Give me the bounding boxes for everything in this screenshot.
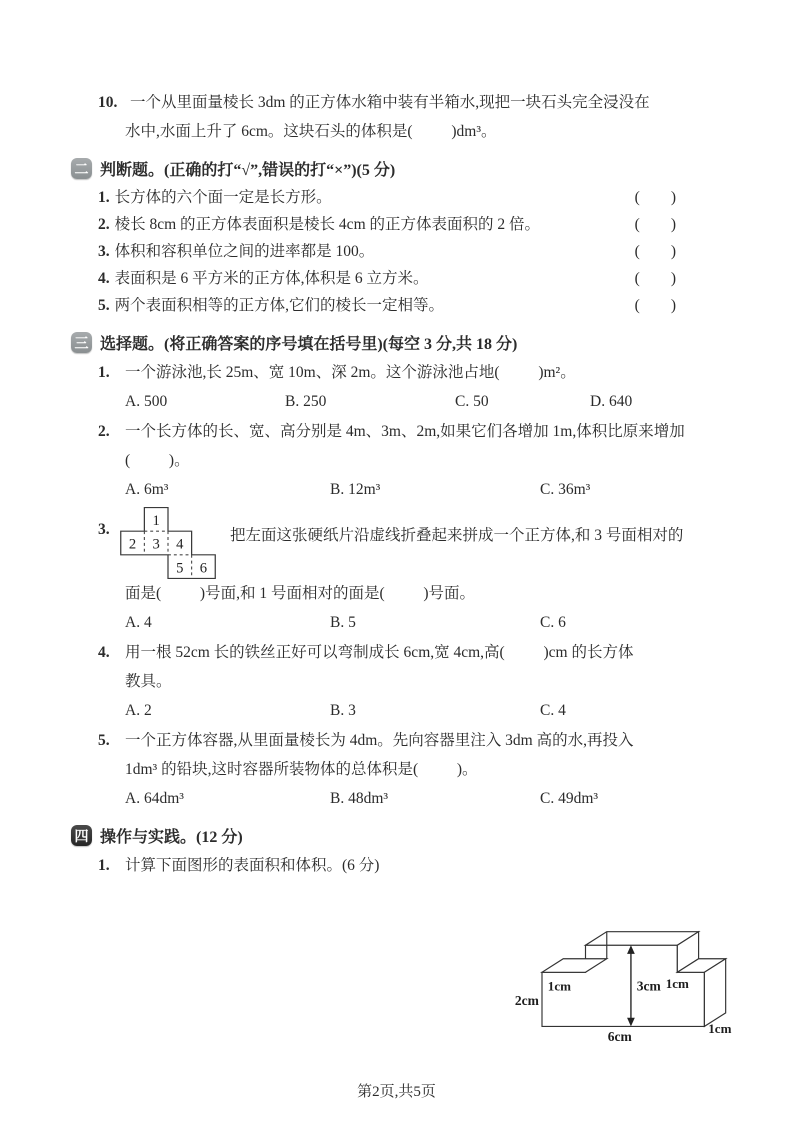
question-number: 1. [98, 364, 110, 381]
question-10-line2: 水中,水面上升了 6cm。这块石头的体积是( )dm³。 [125, 123, 497, 140]
question-text: 计算下面图形的表面积和体积。(6 分) [125, 857, 380, 874]
page-number: 第2页,共5页 [357, 1084, 436, 1100]
option-b: B. 3 [330, 702, 356, 719]
question-text: 一个从里面量棱长 3dm 的正方体水箱中装有半箱水,现把一块石头完全浸没在 [130, 94, 650, 111]
question-text: 棱长 8cm 的正方体表面积是棱长 4cm 的正方体表面积的 2 倍。 [114, 216, 540, 233]
net-cell-5: 5 [176, 560, 184, 577]
question-number: 2. [98, 216, 110, 233]
question-text: 一个正方体容器,从里面量棱长为 4dm。先向容器里注入 3dm 高的水,再投入 [125, 732, 634, 749]
question-number: 5. [98, 297, 110, 314]
net-cell-2: 2 [128, 536, 137, 553]
tf-item-2 [85, 211, 698, 238]
net-cell-6: 6 [199, 560, 208, 577]
tf-item-1 [85, 184, 698, 211]
dimension-label-depth: 1cm [708, 1021, 732, 1037]
question-number: 2. [98, 423, 110, 440]
dimension-label-left-top: 1cm [547, 978, 571, 994]
question-number: 3. [98, 243, 110, 260]
section-3-header [71, 327, 698, 358]
question-text: 把左面这张硬纸片沿虚线折叠起来拼成一个正方体,和 3 号面相对的 [230, 527, 684, 544]
question-number: 5. [98, 732, 110, 749]
net-cell-1: 1 [152, 513, 160, 529]
section-3-title: 选择题。(将正确答案的序号填在括号里)(每空 3 分,共 18 分) [100, 336, 518, 353]
tf-item-3 [85, 238, 698, 265]
question-number: 10. [98, 94, 118, 111]
mc-question-2 [85, 417, 698, 446]
section-2-badge: 二 [71, 158, 92, 179]
answer-bracket: ( ) [634, 243, 676, 260]
section-4-header [71, 820, 698, 851]
tf-item-4 [85, 265, 698, 292]
dimension-label-bottom-length: 6cm [607, 1028, 632, 1044]
option-b: B. 250 [285, 393, 327, 410]
composite-solid-figure [513, 886, 745, 1046]
dimension-label-left-height: 2cm [514, 993, 539, 1009]
mc-question-1 [85, 358, 698, 387]
section-2-header [71, 153, 698, 184]
question-text: 表面积是 6 平方米的正方体,体积是 6 立方米。 [114, 270, 429, 287]
question-text: 长方体的六个面一定是长方形。 [114, 189, 332, 206]
tf-text [98, 265, 429, 292]
tf-text [98, 238, 374, 265]
mc-question-3-options [85, 608, 698, 638]
option-b: B. 48dm³ [330, 790, 389, 807]
mc-question-1-options [85, 387, 698, 417]
question-number: 4. [98, 270, 110, 287]
option-c: C. 36m³ [540, 481, 591, 498]
section-2-title: 判断题。(正确的打“√”,错误的打“×”)(5 分) [100, 162, 396, 179]
net-cell-3: 3 [152, 536, 160, 553]
dimension-label-middle-height: 3cm [636, 978, 661, 994]
option-b: B. 5 [330, 614, 356, 631]
mc-question-2-line2: ( )。 [125, 452, 190, 469]
option-c: C. 50 [455, 393, 489, 410]
option-b: B. 12m³ [330, 481, 381, 498]
option-d: D. 640 [590, 393, 633, 410]
option-a: A. 2 [125, 702, 152, 719]
tf-item-5 [85, 292, 698, 319]
answer-bracket: ( ) [634, 189, 676, 206]
question-text: 两个表面积相等的正方体,它们的棱长一定相等。 [114, 297, 445, 314]
question-text: 用一根 52cm 长的铁丝正好可以弯制成长 6cm,宽 4cm,高( )cm 的长方体 [125, 644, 634, 661]
dimension-label-right-top: 1cm [665, 975, 689, 991]
question-text: 一个长方体的长、宽、高分别是 4m、3m、2m,如果它们各增加 1m,体积比原来增加 [125, 423, 685, 440]
question-number: 3. [98, 521, 110, 538]
option-c: C. 6 [540, 614, 566, 631]
mc-question-4 [85, 638, 698, 667]
answer-bracket: ( ) [634, 216, 676, 233]
mc-question-5 [85, 726, 698, 755]
mc-question-3 [85, 505, 698, 579]
practice-question-1 [85, 851, 698, 880]
option-c: C. 4 [540, 702, 566, 719]
section-4-badge: 四 [71, 825, 92, 846]
tf-text [98, 211, 540, 238]
question-number: 1. [98, 189, 110, 206]
question-number: 4. [98, 644, 110, 661]
section-4-title: 操作与实践。(12 分) [100, 829, 243, 846]
option-a: A. 500 [125, 393, 168, 410]
question-text: 一个游泳池,长 25m、宽 10m、深 2m。这个游泳池占地( )m²。 [125, 364, 576, 381]
option-a: A. 4 [125, 614, 152, 631]
section-3-badge: 三 [71, 332, 92, 353]
question-10-line1 [85, 88, 698, 117]
mc-question-5-line2: 1dm³ 的铅块,这时容器所装物体的总体积是( )。 [125, 761, 478, 778]
solid-figure-container [513, 886, 748, 1051]
answer-bracket: ( ) [634, 297, 676, 314]
option-a: A. 6m³ [125, 481, 169, 498]
mc-question-2-options [85, 475, 698, 505]
mc-question-4-line2: 教具。 [125, 673, 172, 690]
mc-question-5-options [85, 784, 698, 814]
cube-net-figure [120, 507, 216, 579]
mc-question-3-line2: 面是( )号面,和 1 号面相对的面是( )号面。 [125, 585, 476, 602]
net-cell-4: 4 [176, 536, 184, 553]
mc-question-4-options [85, 696, 698, 726]
tf-text [98, 184, 332, 211]
question-text: 体积和容积单位之间的进率都是 100。 [114, 243, 375, 260]
answer-bracket: ( ) [634, 270, 676, 287]
option-c: C. 49dm³ [540, 790, 599, 807]
tf-text [98, 292, 444, 319]
option-a: A. 64dm³ [125, 790, 184, 807]
question-number: 1. [98, 857, 110, 874]
